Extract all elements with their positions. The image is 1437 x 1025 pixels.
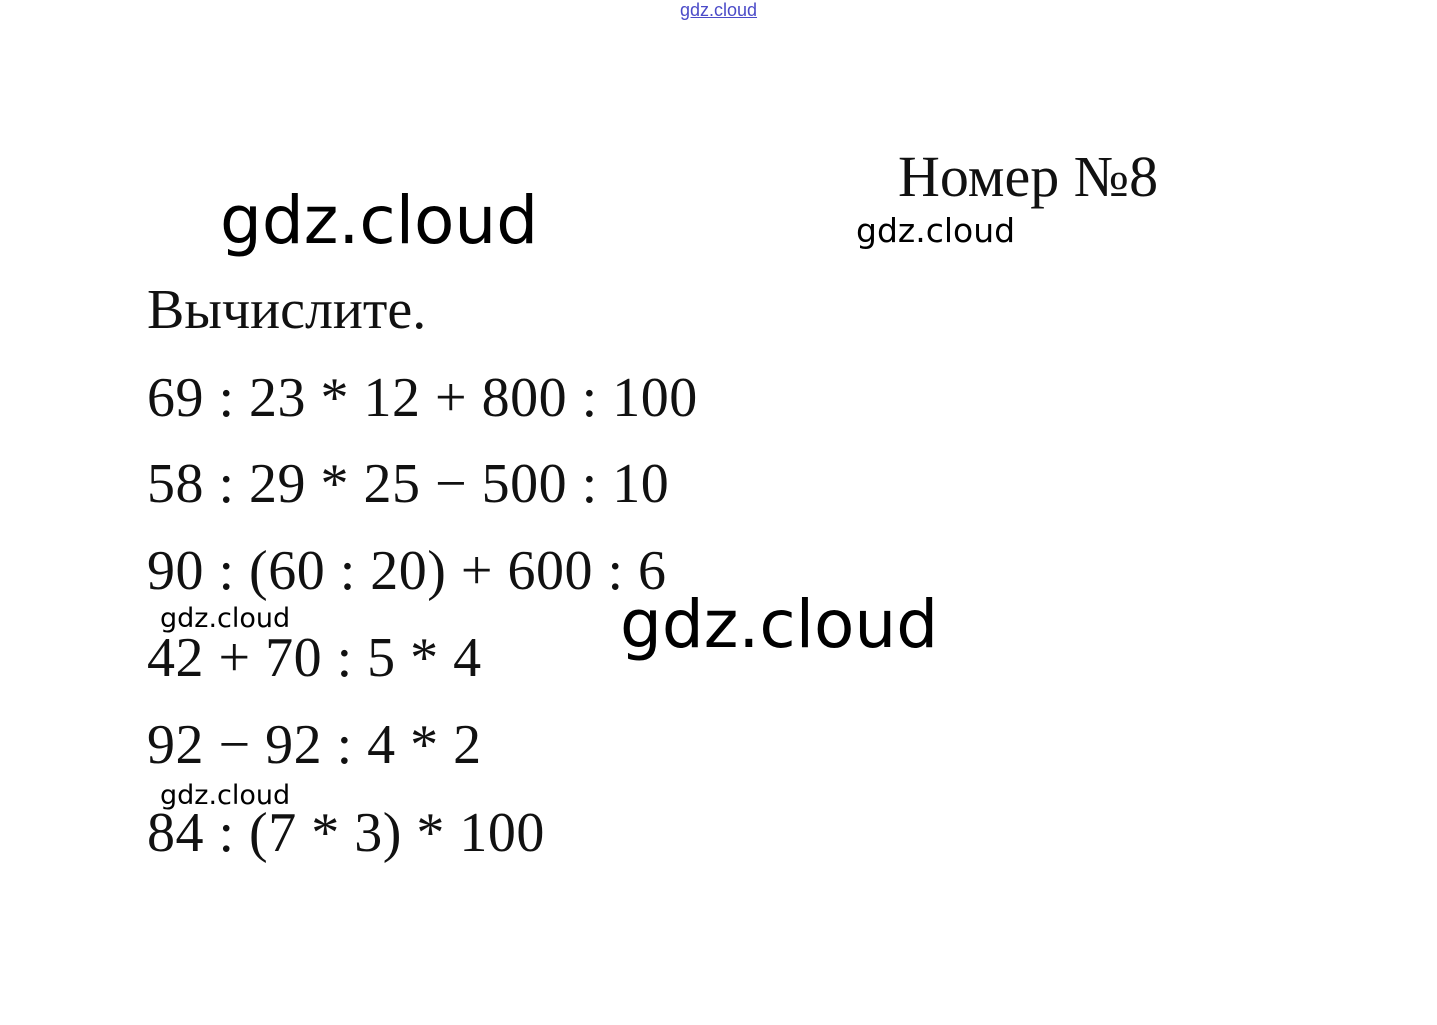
expression-6: 84 : (7 * 3) * 100: [147, 802, 545, 864]
expression-1: 69 : 23 * 12 + 800 : 100: [147, 367, 698, 429]
expression-5: 92 − 92 : 4 * 2: [147, 714, 482, 776]
watermark-small: gdz.cloud: [160, 780, 291, 811]
task-title: Номер №8: [898, 144, 1159, 209]
watermark-small: gdz.cloud: [160, 603, 291, 634]
expression-3: 90 : (60 : 20) + 600 : 6: [147, 540, 667, 602]
top-watermark-link[interactable]: gdz.cloud: [679, 0, 758, 20]
watermark-large: gdz.cloud: [220, 182, 539, 259]
watermark-small: gdz.cloud: [856, 211, 1016, 250]
watermark-large: gdz.cloud: [620, 586, 939, 663]
expression-2: 58 : 29 * 25 − 500 : 10: [147, 453, 670, 515]
expression-4: 42 + 70 : 5 * 4: [147, 627, 482, 689]
task-instruction: Вычислите.: [147, 279, 427, 341]
